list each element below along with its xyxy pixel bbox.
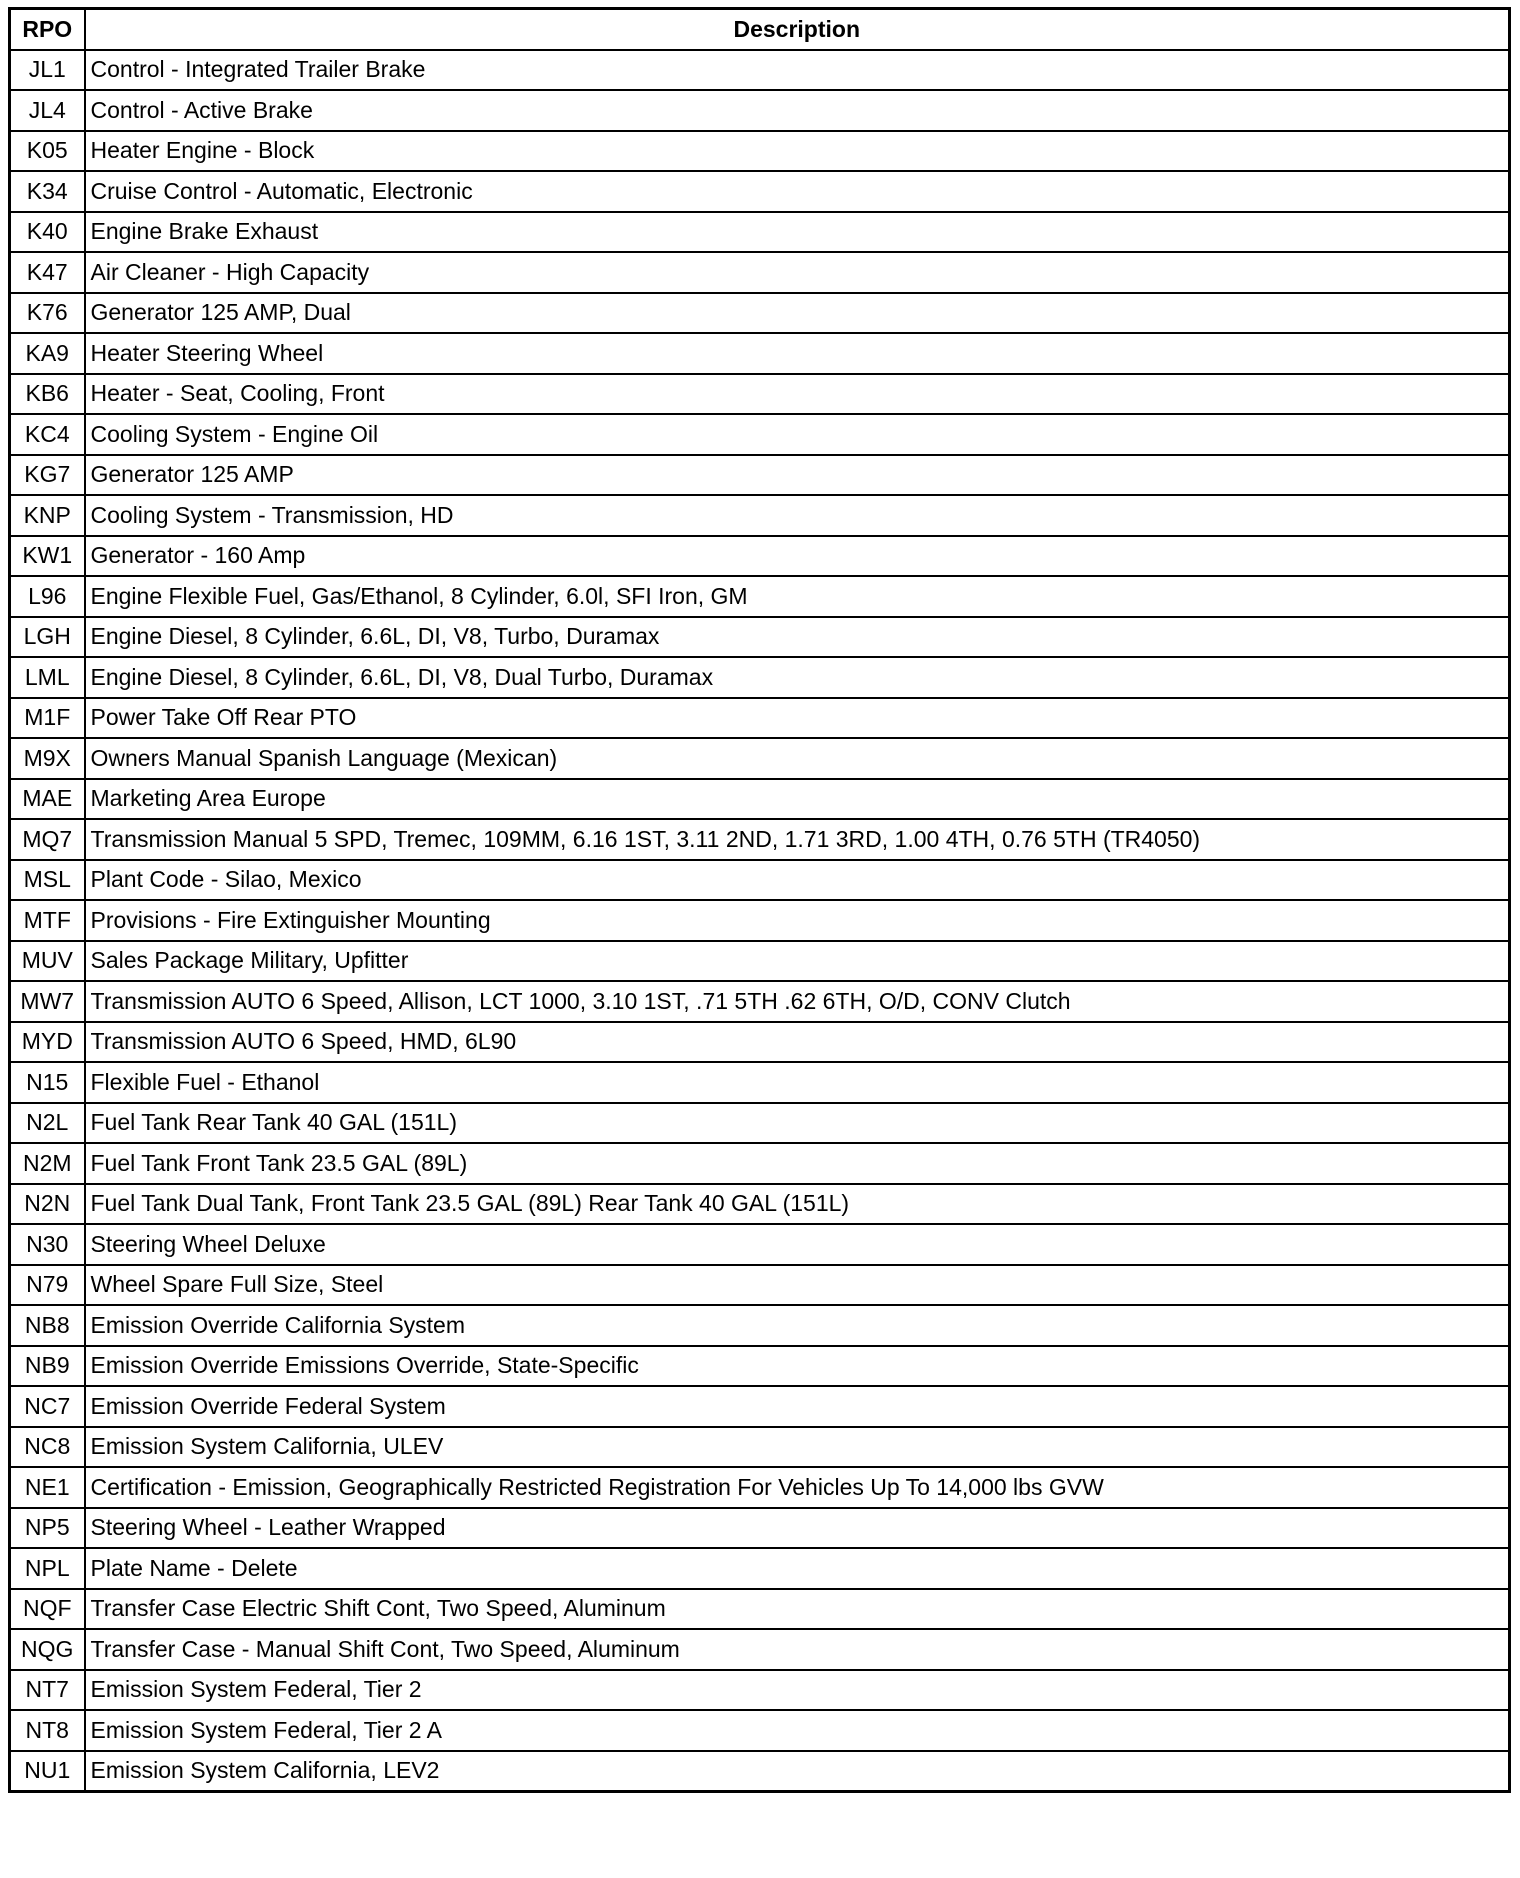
header-rpo: RPO — [10, 9, 85, 50]
rpo-code-cell: N2L — [10, 1103, 85, 1144]
description-cell: Control - Active Brake — [85, 90, 1510, 131]
rpo-code-cell: NB8 — [10, 1305, 85, 1346]
table-row — [10, 981, 1510, 1022]
table-row — [10, 495, 1510, 536]
table-row — [10, 617, 1510, 658]
description-cell: Cooling System - Transmission, HD — [85, 495, 1510, 536]
table-row — [10, 1346, 1510, 1387]
rpo-code-cell: N79 — [10, 1265, 85, 1306]
description-cell: Control - Integrated Trailer Brake — [85, 50, 1510, 91]
description-cell: Cruise Control - Automatic, Electronic — [85, 171, 1510, 212]
table-row — [10, 1670, 1510, 1711]
table-row — [10, 293, 1510, 334]
rpo-code-cell: KC4 — [10, 414, 85, 455]
rpo-code-cell: MTF — [10, 900, 85, 941]
rpo-code-cell: K47 — [10, 252, 85, 293]
rpo-code-cell: KB6 — [10, 374, 85, 415]
table-row — [10, 1022, 1510, 1063]
rpo-code-cell: KNP — [10, 495, 85, 536]
description-cell: Plant Code - Silao, Mexico — [85, 860, 1510, 901]
table-row — [10, 1467, 1510, 1508]
rpo-code-cell: MYD — [10, 1022, 85, 1063]
table-row — [10, 657, 1510, 698]
table-row — [10, 1751, 1510, 1792]
table-row — [10, 414, 1510, 455]
description-cell: Engine Brake Exhaust — [85, 212, 1510, 253]
rpo-code-cell: NB9 — [10, 1346, 85, 1387]
description-cell: Emission System Federal, Tier 2 — [85, 1670, 1510, 1711]
table-row — [10, 536, 1510, 577]
table-row — [10, 1427, 1510, 1468]
description-cell: Fuel Tank Front Tank 23.5 GAL (89L) — [85, 1143, 1510, 1184]
table-row — [10, 941, 1510, 982]
rpo-code-cell: NQG — [10, 1629, 85, 1670]
table-row — [10, 374, 1510, 415]
table-row — [10, 1265, 1510, 1306]
table-row — [10, 1143, 1510, 1184]
table-header — [10, 9, 1510, 50]
rpo-code-cell: N30 — [10, 1224, 85, 1265]
table-row — [10, 576, 1510, 617]
description-cell: Plate Name - Delete — [85, 1548, 1510, 1589]
description-cell: Fuel Tank Dual Tank, Front Tank 23.5 GAL (89L) Rear Tank 40 GAL (151L) — [85, 1184, 1510, 1225]
table-row — [10, 1629, 1510, 1670]
description-cell: Marketing Area Europe — [85, 779, 1510, 820]
table-row — [10, 90, 1510, 131]
rpo-code-cell: LML — [10, 657, 85, 698]
description-cell: Transmission AUTO 6 Speed, Allison, LCT 1000, 3.10 1ST, .71 5TH .62 6TH, O/D, CONV Clutch — [85, 981, 1510, 1022]
description-cell: Emission Override California System — [85, 1305, 1510, 1346]
description-cell: Power Take Off Rear PTO — [85, 698, 1510, 739]
rpo-code-cell: NU1 — [10, 1751, 85, 1792]
rpo-table — [8, 7, 1511, 1793]
description-cell: Owners Manual Spanish Language (Mexican) — [85, 738, 1510, 779]
table-row — [10, 1224, 1510, 1265]
rpo-code-cell: NQF — [10, 1589, 85, 1630]
table-row — [10, 779, 1510, 820]
description-cell: Generator 125 AMP, Dual — [85, 293, 1510, 334]
table-row — [10, 860, 1510, 901]
description-cell: Engine Flexible Fuel, Gas/Ethanol, 8 Cylinder, 6.0l, SFI Iron, GM — [85, 576, 1510, 617]
table-row — [10, 900, 1510, 941]
rpo-code-cell: N2M — [10, 1143, 85, 1184]
description-cell: Engine Diesel, 8 Cylinder, 6.6L, DI, V8, Turbo, Duramax — [85, 617, 1510, 658]
rpo-code-cell: M1F — [10, 698, 85, 739]
rpo-code-cell: K76 — [10, 293, 85, 334]
table-row — [10, 738, 1510, 779]
description-cell: Emission System California, ULEV — [85, 1427, 1510, 1468]
description-cell: Cooling System - Engine Oil — [85, 414, 1510, 455]
table-row — [10, 50, 1510, 91]
rpo-code-cell: KW1 — [10, 536, 85, 577]
description-cell: Air Cleaner - High Capacity — [85, 252, 1510, 293]
rpo-code-cell: L96 — [10, 576, 85, 617]
rpo-code-cell: NE1 — [10, 1467, 85, 1508]
description-cell: Transmission Manual 5 SPD, Tremec, 109MM, 6.16 1ST, 3.11 2ND, 1.71 3RD, 1.00 4TH, 0.76 5TH (TR4050) — [85, 819, 1510, 860]
description-cell: Engine Diesel, 8 Cylinder, 6.6L, DI, V8, Dual Turbo, Duramax — [85, 657, 1510, 698]
table-row — [10, 1305, 1510, 1346]
description-cell: Emission Override Federal System — [85, 1386, 1510, 1427]
rpo-code-cell: JL1 — [10, 50, 85, 91]
table-row — [10, 1589, 1510, 1630]
table-row — [10, 1184, 1510, 1225]
description-cell: Heater - Seat, Cooling, Front — [85, 374, 1510, 415]
table-row — [10, 131, 1510, 172]
table-row — [10, 1386, 1510, 1427]
rpo-code-cell: N2N — [10, 1184, 85, 1225]
description-cell: Certification - Emission, Geographically Restricted Registration For Vehicles Up To 14,000 lbs GVW — [85, 1467, 1510, 1508]
table-body — [10, 50, 1510, 1792]
rpo-code-cell: NP5 — [10, 1508, 85, 1549]
table-row — [10, 171, 1510, 212]
description-cell: Emission System Federal, Tier 2 A — [85, 1710, 1510, 1751]
rpo-code-cell: K40 — [10, 212, 85, 253]
rpo-code-cell: NPL — [10, 1548, 85, 1589]
table-row — [10, 1508, 1510, 1549]
table-row — [10, 1710, 1510, 1751]
rpo-code-cell: KG7 — [10, 455, 85, 496]
rpo-code-cell: K34 — [10, 171, 85, 212]
description-cell: Flexible Fuel - Ethanol — [85, 1062, 1510, 1103]
rpo-code-cell: MSL — [10, 860, 85, 901]
description-cell: Heater Steering Wheel — [85, 333, 1510, 374]
table-row — [10, 1548, 1510, 1589]
description-cell: Emission System California, LEV2 — [85, 1751, 1510, 1792]
description-cell: Fuel Tank Rear Tank 40 GAL (151L) — [85, 1103, 1510, 1144]
header-row — [10, 9, 1510, 50]
table-row — [10, 698, 1510, 739]
description-cell: Sales Package Military, Upfitter — [85, 941, 1510, 982]
rpo-code-cell: NC8 — [10, 1427, 85, 1468]
rpo-code-cell: N15 — [10, 1062, 85, 1103]
description-cell: Generator - 160 Amp — [85, 536, 1510, 577]
rpo-code-cell: MW7 — [10, 981, 85, 1022]
table-row — [10, 1103, 1510, 1144]
rpo-code-cell: M9X — [10, 738, 85, 779]
rpo-code-cell: NC7 — [10, 1386, 85, 1427]
table-row — [10, 252, 1510, 293]
description-cell: Emission Override Emissions Override, State-Specific — [85, 1346, 1510, 1387]
rpo-code-cell: K05 — [10, 131, 85, 172]
description-cell: Generator 125 AMP — [85, 455, 1510, 496]
description-cell: Heater Engine - Block — [85, 131, 1510, 172]
rpo-code-cell: NT8 — [10, 1710, 85, 1751]
rpo-code-cell: MAE — [10, 779, 85, 820]
description-cell: Provisions - Fire Extinguisher Mounting — [85, 900, 1510, 941]
rpo-code-cell: KA9 — [10, 333, 85, 374]
rpo-code-cell: LGH — [10, 617, 85, 658]
description-cell: Steering Wheel Deluxe — [85, 1224, 1510, 1265]
table-row — [10, 212, 1510, 253]
table-row — [10, 819, 1510, 860]
rpo-code-cell: JL4 — [10, 90, 85, 131]
table-row — [10, 1062, 1510, 1103]
rpo-code-cell: NT7 — [10, 1670, 85, 1711]
description-cell: Transfer Case Electric Shift Cont, Two Speed, Aluminum — [85, 1589, 1510, 1630]
table-row — [10, 333, 1510, 374]
rpo-code-cell: MQ7 — [10, 819, 85, 860]
description-cell: Transfer Case - Manual Shift Cont, Two Speed, Aluminum — [85, 1629, 1510, 1670]
description-cell: Wheel Spare Full Size, Steel — [85, 1265, 1510, 1306]
description-cell: Steering Wheel - Leather Wrapped — [85, 1508, 1510, 1549]
table-row — [10, 455, 1510, 496]
description-cell: Transmission AUTO 6 Speed, HMD, 6L90 — [85, 1022, 1510, 1063]
header-description: Description — [85, 9, 1510, 50]
rpo-code-cell: MUV — [10, 941, 85, 982]
